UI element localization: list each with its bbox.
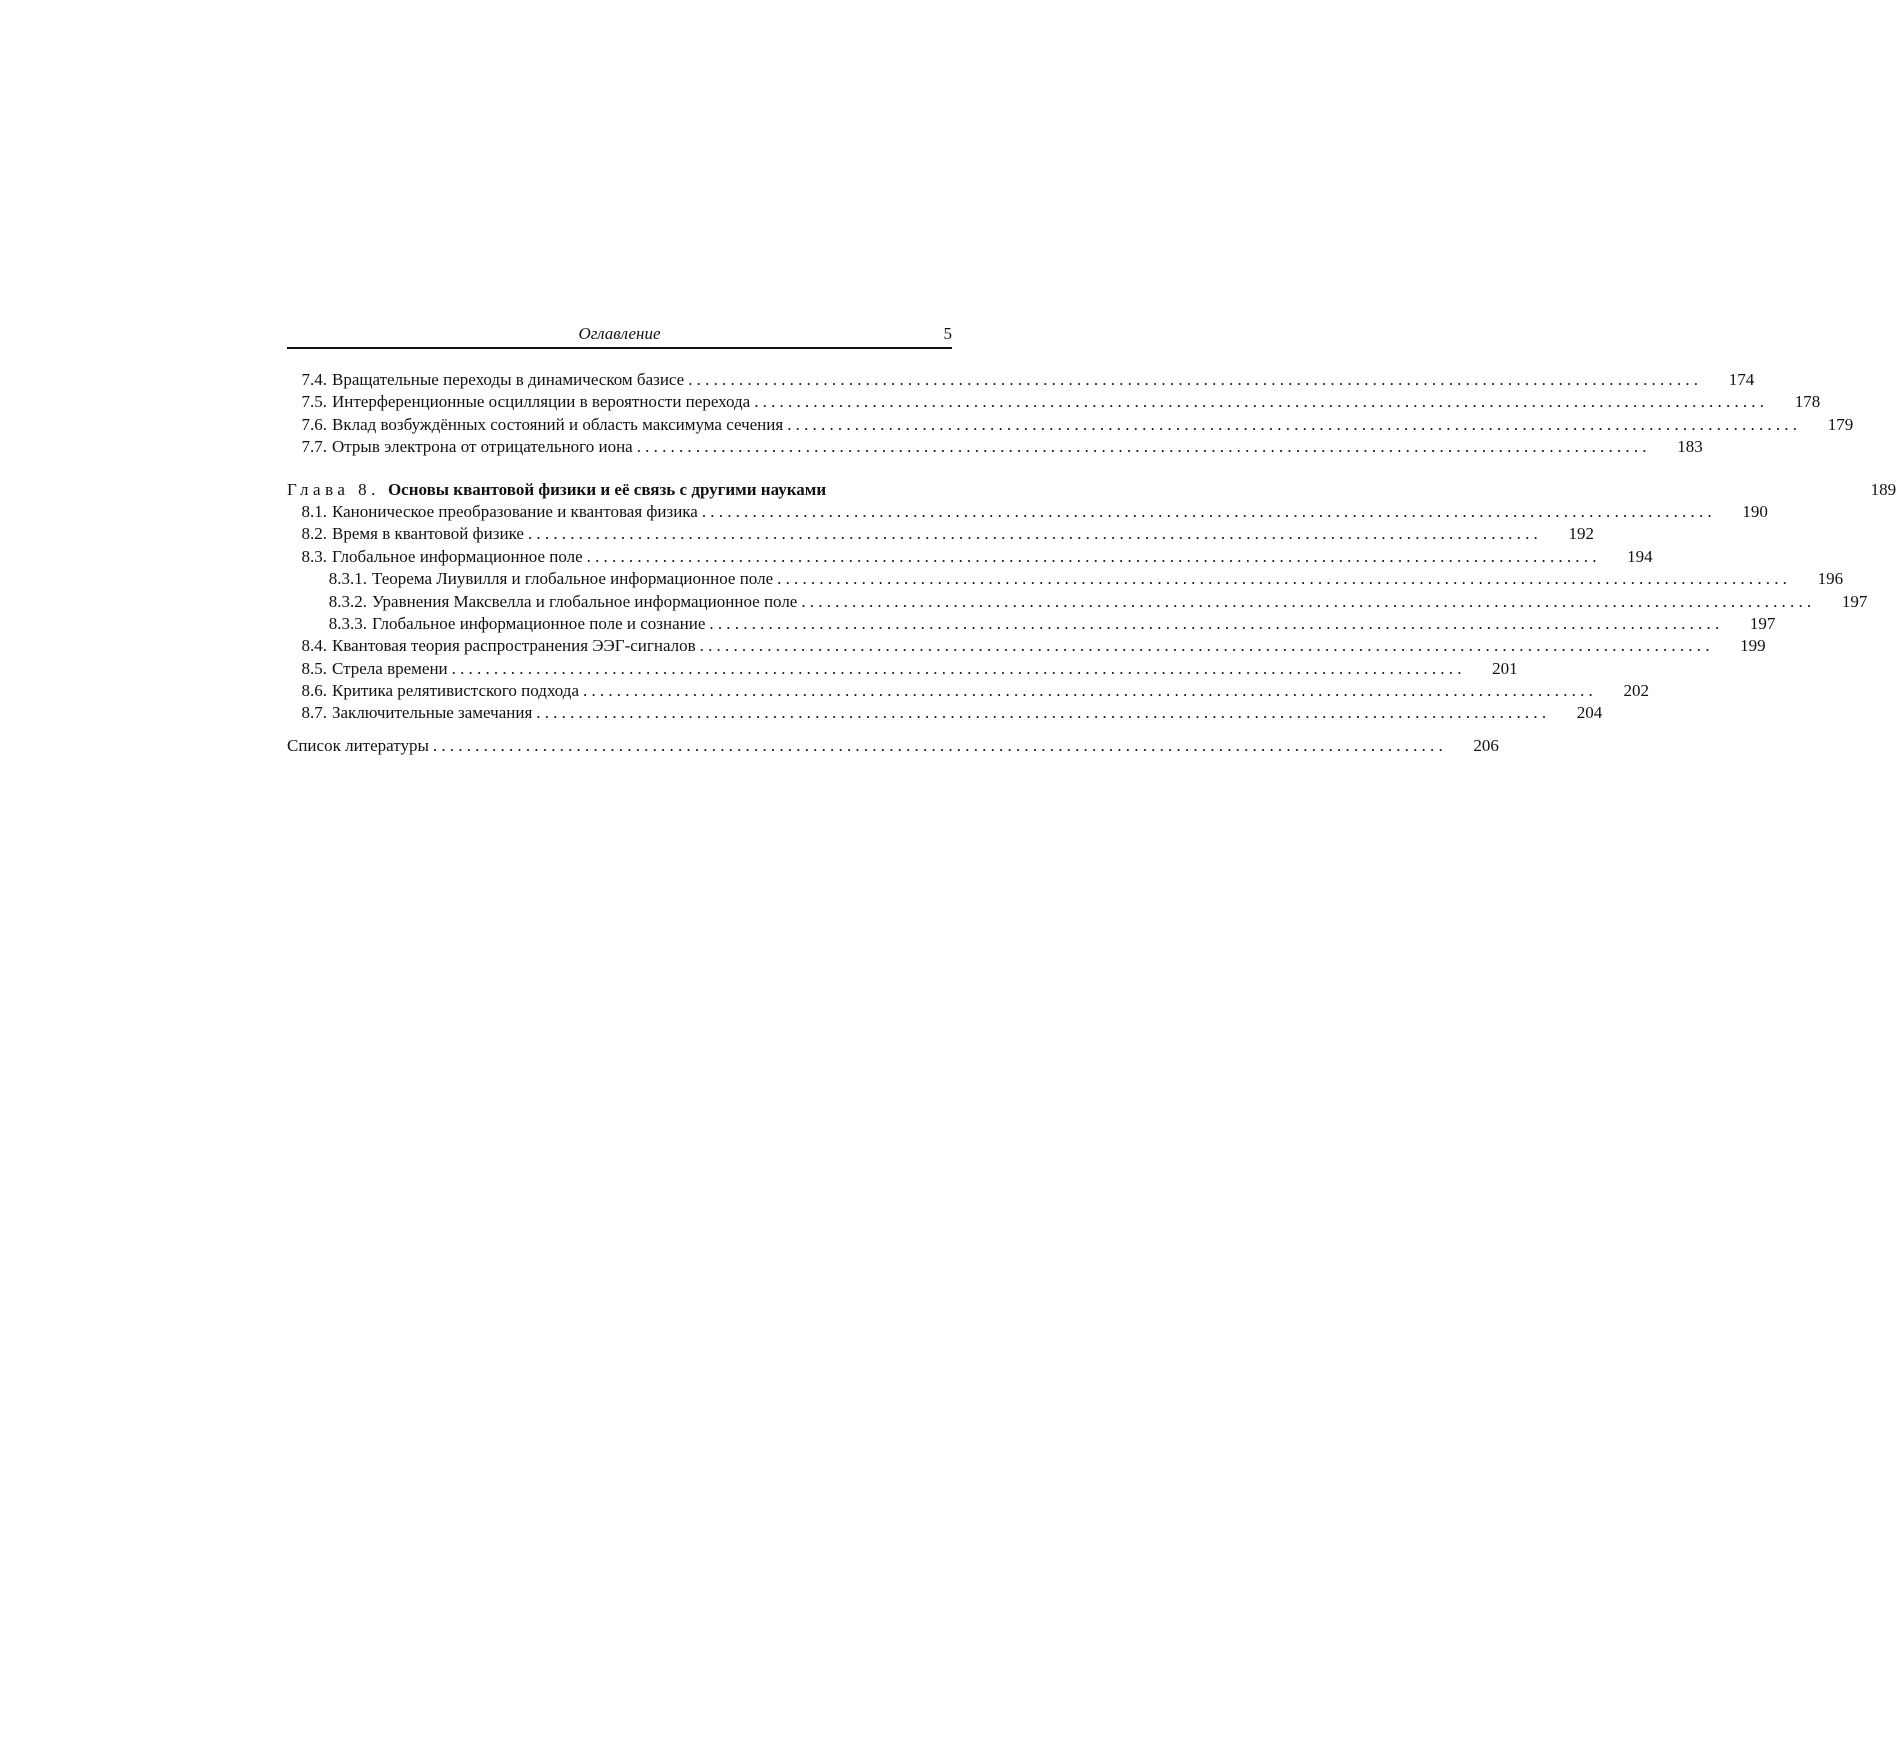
toc-entry-number: 8.3.2. bbox=[328, 591, 367, 611]
dot-leader: ........................................................................................................................ bbox=[787, 414, 1802, 434]
toc-chapter-8[interactable] bbox=[287, 479, 1896, 501]
chapter-prefix: Глава 8. bbox=[287, 479, 380, 499]
toc-entry-number: 7.6. bbox=[301, 414, 327, 434]
dot-leader: ........................................................................................................................ bbox=[432, 735, 1447, 755]
toc-entry-page: 183 bbox=[1677, 437, 1703, 457]
toc-entry-8-3-2[interactable] bbox=[287, 591, 1868, 613]
toc-entry-8-2[interactable] bbox=[287, 523, 1594, 545]
dot-leader: ........................................................................................................................ bbox=[754, 392, 1769, 412]
toc-entry-page: 179 bbox=[1827, 414, 1854, 434]
chapter-title: Основы квантовой физики и её связь с другими науками bbox=[387, 479, 827, 499]
dot-leader: ........................................................................................................................ bbox=[536, 703, 1551, 723]
toc-entry-page: 197 bbox=[1841, 591, 1868, 611]
toc-entry-title: Вращательные переходы в динамическом базисе bbox=[332, 370, 685, 389]
toc-entry-page: 202 bbox=[1623, 681, 1649, 701]
toc-entry-8-1[interactable] bbox=[287, 501, 1768, 523]
dot-leader: ........................................................................................................................ bbox=[583, 681, 1597, 701]
running-title: Оглавление bbox=[578, 324, 661, 343]
toc-entry-8-3-1[interactable] bbox=[287, 568, 1844, 590]
toc-entry-page: 174 bbox=[1728, 370, 1755, 389]
toc-entry-title: Критика релятивистского подхода bbox=[332, 681, 579, 701]
toc-entry-page: 201 bbox=[1492, 658, 1518, 678]
toc-entry-page: 192 bbox=[1568, 524, 1594, 544]
toc-entry-8-3-3[interactable] bbox=[287, 613, 1776, 635]
toc-entry-title: Заключительные замечания bbox=[332, 703, 533, 723]
dot-leader: ........................................................................................................................ bbox=[709, 613, 1724, 633]
dot-leader: ........................................................................................................................ bbox=[688, 370, 1703, 389]
toc-entry-title: Глобальное информационное поле и сознание bbox=[372, 613, 706, 633]
toc-bibliography[interactable] bbox=[287, 735, 1499, 757]
toc-entry-title: Интерференционные осцилляции в вероятности перехода bbox=[332, 392, 751, 412]
dot-leader: ........................................................................................................................ bbox=[451, 658, 1466, 678]
toc-entry-7-4[interactable] bbox=[287, 369, 1755, 391]
toc-entry-number: 8.2. bbox=[301, 524, 327, 544]
dot-leader: ........................................................................................................................ bbox=[527, 524, 1542, 544]
toc-entry-number: 8.3.1. bbox=[328, 569, 367, 589]
dot-leader: ........................................................................................................................ bbox=[586, 546, 1601, 566]
dot-leader: ........................................................................................................................ bbox=[777, 569, 1792, 589]
toc-entry-title: Каноническое преобразование и квантовая физика bbox=[332, 501, 698, 521]
toc-entry-title: Время в квантовой физике bbox=[332, 524, 524, 544]
page-header bbox=[287, 322, 952, 346]
toc-entry-page: 194 bbox=[1627, 546, 1653, 566]
toc-entry-8-6[interactable] bbox=[287, 680, 1649, 702]
dot-leader: ........................................................................................................................ bbox=[801, 591, 1816, 611]
toc-entry-number: 7.4. bbox=[301, 370, 327, 389]
toc-entry-number: 8.5. bbox=[301, 658, 327, 678]
toc-entry-8-7[interactable] bbox=[287, 702, 1603, 724]
toc-entry-8-4[interactable] bbox=[287, 635, 1766, 657]
table-of-contents bbox=[287, 369, 1896, 757]
toc-entry-page: 199 bbox=[1740, 636, 1766, 656]
toc-entry-title: Квантовая теория распространения ЭЭГ-сигналов bbox=[332, 636, 696, 656]
toc-entry-title: Отрыв электрона от отрицательного иона bbox=[332, 437, 633, 457]
toc-entry-8-3[interactable] bbox=[287, 546, 1653, 568]
toc-entry-title: Стрела времени bbox=[332, 658, 448, 678]
header-rule bbox=[287, 347, 952, 349]
toc-entry-page: 197 bbox=[1749, 613, 1776, 633]
toc-entry-page: 178 bbox=[1794, 392, 1821, 412]
chapter-page: 189 bbox=[1870, 479, 1896, 499]
toc-entry-number: 8.1. bbox=[301, 501, 327, 521]
toc-entry-number: 8.6. bbox=[301, 681, 327, 701]
bibliography-title: Список литературы bbox=[287, 735, 429, 755]
dot-leader: ........................................................................................................................ bbox=[699, 636, 1714, 656]
toc-entry-number: 8.4. bbox=[301, 636, 327, 656]
toc-entry-8-5[interactable] bbox=[287, 658, 1518, 680]
bibliography-page: 206 bbox=[1473, 735, 1499, 755]
toc-entry-7-5[interactable] bbox=[287, 391, 1821, 413]
dot-leader: ........................................................................................................................ bbox=[701, 501, 1716, 521]
toc-entry-title: Вклад возбуждённых состояний и область максимума сечения bbox=[332, 414, 784, 434]
dot-leader: ........................................................................................................................ bbox=[636, 437, 1651, 457]
page-number: 5 bbox=[943, 324, 952, 343]
chapter-8-sections bbox=[287, 501, 1868, 725]
toc-entry-number: 8.3.3. bbox=[328, 613, 367, 633]
toc-entry-page: 204 bbox=[1576, 703, 1603, 723]
toc-entry-title: Уравнения Максвелла и глобальное информационное поле bbox=[372, 591, 798, 611]
toc-entry-page: 190 bbox=[1742, 501, 1768, 521]
toc-entry-title: Глобальное информационное поле bbox=[332, 546, 583, 566]
toc-entry-page: 196 bbox=[1817, 569, 1844, 589]
toc-entry-7-6[interactable] bbox=[287, 414, 1854, 436]
toc-entry-number: 7.7. bbox=[301, 437, 327, 457]
toc-entry-number: 7.5. bbox=[301, 392, 327, 412]
toc-entry-number: 8.7. bbox=[301, 703, 327, 723]
toc-entry-title: Теорема Лиувилля и глобальное информационное поле bbox=[372, 569, 774, 589]
toc-entry-number: 8.3. bbox=[301, 546, 327, 566]
toc-entry-7-7[interactable] bbox=[287, 436, 1703, 458]
